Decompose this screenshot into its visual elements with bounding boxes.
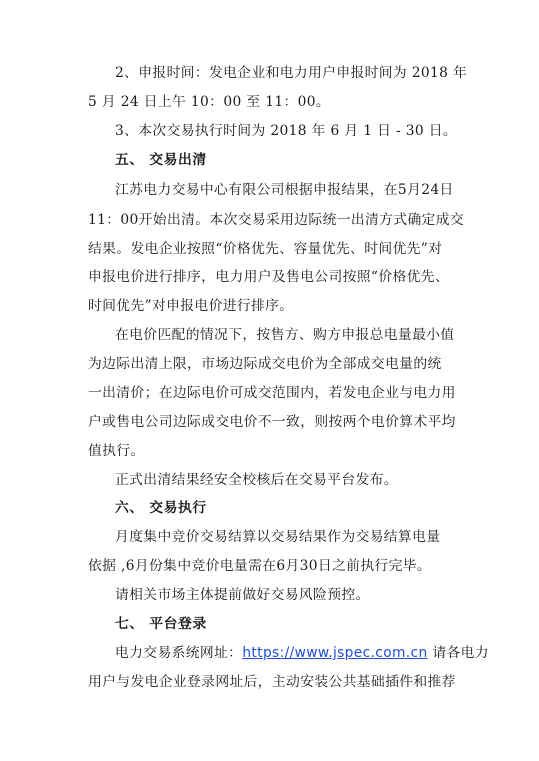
paragraph-line: 正式出清结果经安全校核后在交易平台发布。: [115, 472, 398, 488]
website-trailing-text: 请各电力: [427, 645, 489, 661]
paragraph-line: 依据 ,6月份集中竞价电量需在6月30日之前执行完毕。: [88, 558, 432, 574]
paragraph-line: 申报电价进行排序，电力用户及售电公司按照“价格优先、: [88, 269, 450, 285]
paragraph-line-with-link: [115, 644, 489, 662]
website-label: 电力交易系统网址：: [115, 645, 243, 661]
paragraph-line: 值执行。: [88, 443, 145, 459]
section-heading-seven: 七、 平台登录: [115, 616, 207, 632]
paragraph-line: 一出清价；在边际电价可成交范围内，若发电企业与电力用: [88, 385, 456, 401]
paragraph-line: 户或售电公司边际成交电价不一致，则按两个电价算术平均: [88, 414, 456, 430]
paragraph-line: 结果。发电企业按照“价格优先、容量优先、时间优先”对: [88, 241, 443, 257]
paragraph-line: 为边际出清上限，市场边际成交电价为全部成交电量的统: [88, 356, 442, 372]
paragraph-line: 用户与发电企业登录网址后，主动安装公共基础插件和推荐: [88, 674, 456, 690]
paragraph-line: 时间优先”对申报电价进行排序。: [88, 298, 294, 314]
paragraph-line: 5 月 24 日上午 10：00 至 11：00。: [88, 94, 330, 110]
section-heading-five: 五、 交易出清: [115, 152, 207, 168]
website-link[interactable]: https://www.jspec.com.cn: [242, 645, 428, 661]
paragraph-line: 月度集中竞价交易结算以交易结果作为交易结算电量: [115, 529, 441, 545]
paragraph-line: 2、申报时间：发电企业和电力用户申报时间为 2018 年: [115, 65, 468, 81]
section-heading-six: 六、 交易执行: [115, 500, 207, 516]
paragraph-line: 请相关市场主体提前做好交易风险预控。: [115, 587, 370, 603]
paragraph-line: 江苏电力交易中心有限公司根据申报结果，在5月24日: [115, 182, 454, 198]
paragraph-line: 在电价匹配的情况下，按售方、购方申报总电量最小值: [115, 327, 455, 343]
paragraph-line: 3、本次交易执行时间为 2018 年 6 月 1 日 - 30 日。: [115, 123, 457, 139]
paragraph-line: 11：00开始出清。本次交易采用边际统一出清方式确定成交: [88, 212, 465, 228]
